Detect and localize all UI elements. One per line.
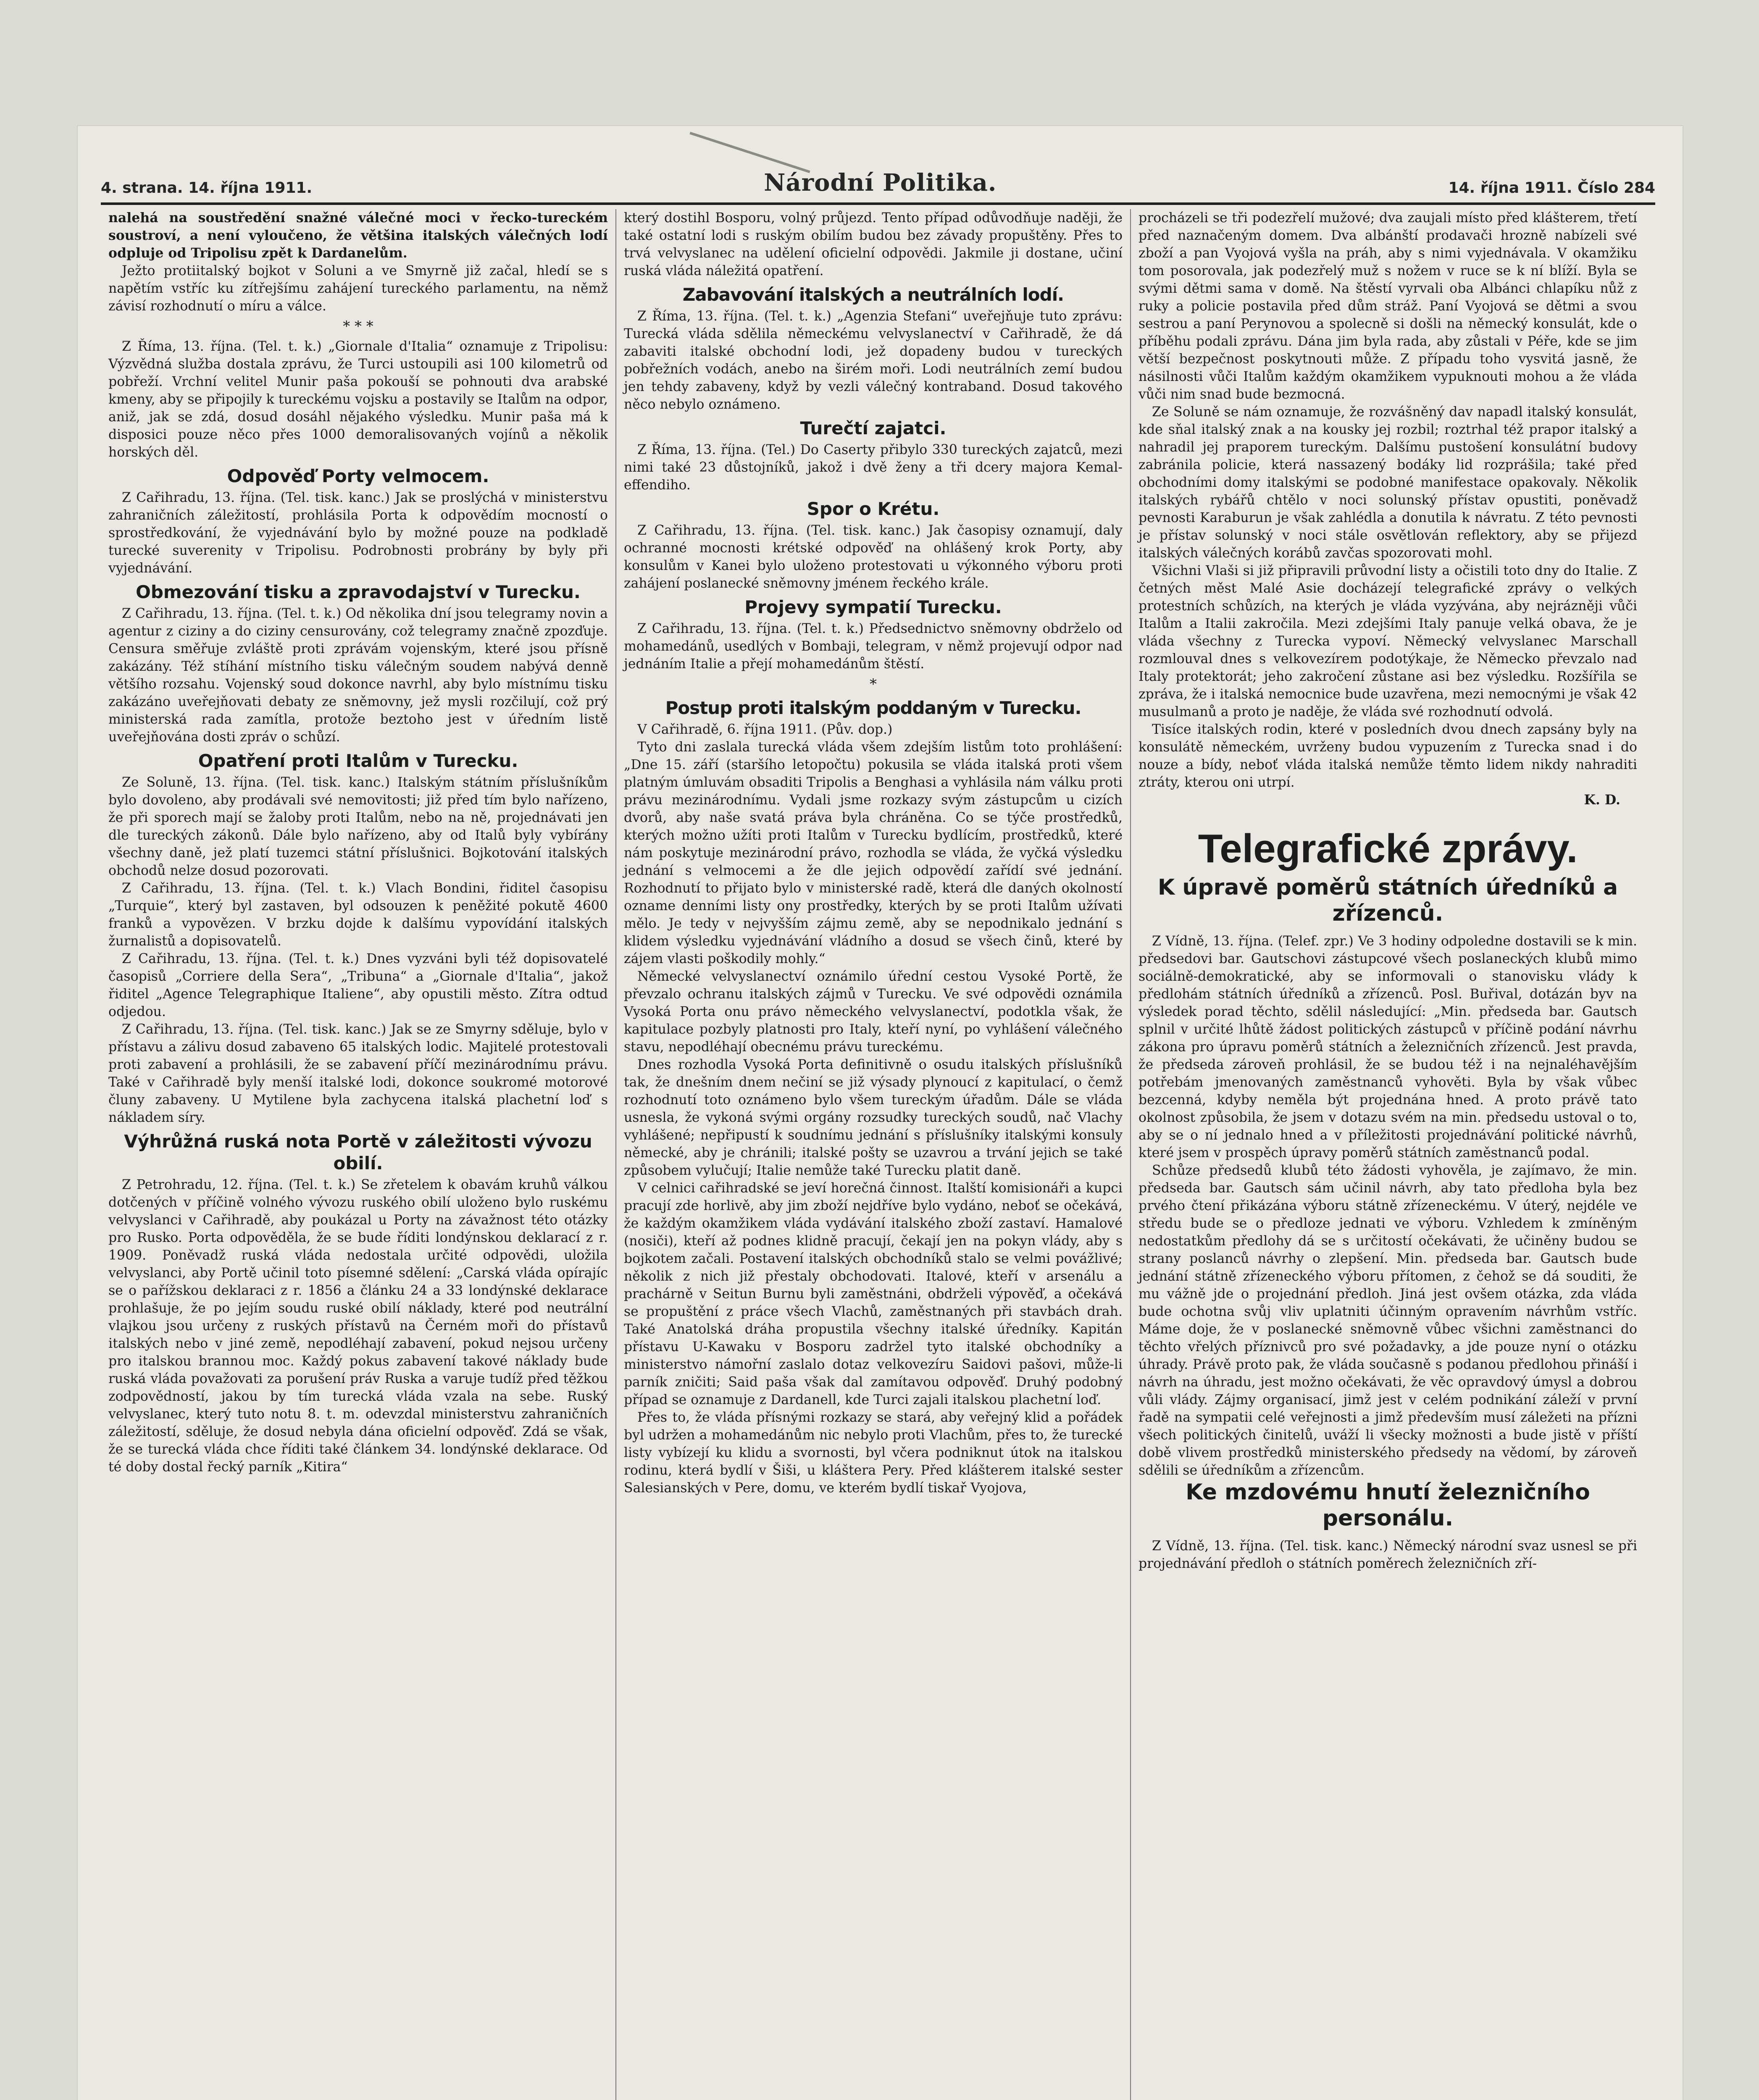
article-heading: Postup proti italským poddaným v Turecku. [665, 698, 1081, 718]
article-text: nalehá na soustředění snažné válečné moci v řecko-tureckém soustroví, a není vyloučeno, že většina italských válečných lodí odpluje od Tripolisu zpět k Dardanelům. [108, 210, 608, 261]
article-text: Z Cařihradu, 13. října. (Tel. t. k.) Vlach Bondini, řiditel časopisu „Turquie“, který byl zastaven, byl odsouzen k peněžité pokutě 4600 franků a vypovězen. V brzku dojde k dalšímu vypovídání italských žurnalistů a dopisovatelů. [108, 881, 608, 949]
article-text: Schůze předsedů klubů této žádosti vyhověla, je zajímavo, že min. předseda bar. Gautsch sám učinil návrh, aby tato předloha byla bez prvého čtení přikázána výboru státně zřízeneckému. V úterý, nejdéle ve středu bude se o předloze jednati ve výboru. Vzhledem k zmíněným nedostatkům předlohy dá se s určitostí očekávati, že učiněny budou se strany poslanců návrhy o zlepšení. Min. předseda bar. Gautsch bude jednání státně zřízeneckého výboru přítomen, z čehož se dá souditi, že mu vážně jde o projednání předloh. Jiná jest ovšem otázka, zda vláda bude ochotna svůj vliv uplatniti účinným opravením návrhům vstříc. Máme doje, že v poslanecké sněmovně vůbec všichni zaměstnanci do těchto vřelých příznivců pro své požadavky, a jde pouze nyní o otázku úhrady. Právě proto pak, že vláda současně s podanou předlohou přináší i návrh na úhradu, jest možno očekávati, že věc opravdový úmysl a dobrou vůli vlády. Zájmy organisací, jimž jest v celém podnikání záleží v první řadě na sympatii celé veřejnosti a jimž především musí záležeti na přízni všech politických činitelů, uváží li všecky možnosti a bude jistě v příští době vlivem prostředků ministerského předsedy na vědomí, by zároveň sdělili se úředníkům a zřízencům. [1138, 1163, 1637, 1478]
article-heading: Zabavování italských a neutrálních lodí. [682, 284, 1064, 305]
article-text: Z Cařihradu, 13. října. (Tel. tisk. kanc.) Jak se ze Smyrny sděluje, bylo v přístavu a zálivu dosud zabaveno 65 italských lodic. Majitelé protestovali proti zabavení a prohlásili, že se zabavení příčí mezinárodnímu právu. Také v Cařihradě byly menší italské lodi, dokonce soukromé motorové čluny zabaveny. U Mytilene byla zachycena italská plachetní loď s nákladem síry. [108, 1022, 608, 1125]
article-text: Ze Soluně se nám oznamuje, že rozvášněný dav napadl italský konsulát, kde sňal italský znak a na kousky jej rozbil; roztrhal též prapor italský a nahradil jej praporem tureckým. Dalšímu pustošení konsulátní budovy zabránila policie, která nassazený bodáky lid rozprášila; také před obchodními domy italskými se podobné manifestace opakovaly. Několik italských rybářů chtělo v noci solunský přístav opustiti, poněvadž pevnosti Karaburun je však zahlédla a donutila k návratu. Z této pevnosti je přístav solunský v noci stále osvětlován reflektory, aby se přijezd italských válečných korábů zavčas spozorovati mohl. [1138, 404, 1637, 561]
article-text: Ze Soluně, 13. října. (Tel. tisk. kanc.) Italským státním příslušníkům bylo dovoleno, aby prodávali své nemovitosti; již před tím bylo nařízeno, že při sporech mají se žaloby proti Italům, nebo na ně, projednávati jen dle tureckých zákonů. Dále bylo nařízeno, aby od Italů byly vybírány všechny daně, jež platí tuzemci státní příslušnici. Bojkotování italských obchodů nelze dosud pozorovati. [108, 775, 608, 878]
article-heading: Opatření proti Italům v Turecku. [198, 751, 518, 771]
article-heading: Projevy sympatií Turecku. [744, 597, 1002, 617]
article-text: Ježto protiitalský bojkot v Soluni a ve Smyrně již začal, hledí se s napětím vstříc ku zítřejšímu zahájení tureckého parlamentu, na němž závisí rozhodnutí o míru a válce. [108, 263, 608, 314]
article-text: který dostihl Bosporu, volný průjezd. Tento případ odůvodňuje naději, že také ostatní lodi s ruským obilím budou bez závady propuštěny. Přes to trvá velvyslanec na udělení oficielní odpovědi. Jakmile ji dostane, učiní ruská vláda náležitá opatření. [624, 210, 1123, 278]
article-text: Všichni Vlaši si již připravili průvodní listy a očistili toto dny do Italie. Z četných měst Malé Asie docházejí telegrafické zprávy o velkých protestních schůzích, na kterých je vláda vyzývána, aby nejrázněji vůči Italům a Italii zakročila. Mezi zdejšími Italy panuje velká obava, že je vláda všechny z Turecka vypoví. Německý velvyslanec Marschall rozmlouval dnes s velkovezírem podotýkaje, že Německo převzalo nad Italy protektorát; jeho zakročení zůstane asi bez výsledku. Rozšířila se zpráva, že i italská nemocnice bude uzavřena, mezi nemocnými je však 42 musulmanů a proto je naděje, že vláda své rozhodnutí odvolá. [1138, 563, 1637, 719]
article-text: Z Cařihradu, 13. října. (Tel. tisk. kanc.) Jak se proslýchá v ministerstvu zahraničních záležitostí, prohlásila Porta k odpovědím mocností o sprostředkování, že vyjednávání bylo by možné pouze na podkladě turecké suverenity v Tripolisu. Podrobnosti probrány by byly při vyjednávání. [108, 490, 608, 576]
article-text: Z Petrohradu, 12. října. (Tel. t. k.) Se zřetelem k obavám kruhů válkou dotčených v příčině volného vývozu ruského obilí uloženo bylo ruskému velvyslanci v Cařihradě, aby poukázal u Porty na závažnost této otázky pro Rusko. Porta odpověděla, že se bude říditi londýnskou deklarací z r. 1909. Poněvadž ruská vláda nedostala určité odpovědi, uložila velvyslanci, aby Portě učinil toto písemné sdělení: „Carská vláda opírajíc se o pařížskou deklaraci z r. 1856 a článku 24 a 33 londýnské deklarace prohlašuje, že po jejím soudu ruské obilí náklady, které pod neutrální vlajkou jsou určeny z ruských přístavů na Černém moři do přístavů italských nebo v jiné země, nepodléhají zabavení, pokud nejsou určeny pro italskou brannou moc. Každý pokus zabavení takové náklady bude ruská vláda považovati za porušení práv Ruska a varuje tudíž před těžkou zodpovědností, jakou by tím turecká vláda vzala na sebe. Ruský velvyslanec, který tuto notu 8. t. m. odevzdal ministerstvu zahraničních záležitostí, sděluje, že dosud nebyla dána oficielní odpověď. Zdá se však, že se turecká vláda chce říditi také článkem 34. londýnské deklarace. Od té doby dostal řecký parník „Kitira“ [108, 1177, 608, 1475]
article-heading: Odpověď Porty velmocem. [227, 466, 489, 486]
signature: K. D. [1584, 792, 1620, 808]
header-rule [101, 202, 1655, 205]
article-text: Přes to, že vláda přísnými rozkazy se stará, aby veřejný klid a pořádek byl udržen a mohamedánům nic nebylo proti Vlachům, přes to, že turecké listy vybízejí ku klidu a svornosti, byl včera podniknut útok na italskou rodinu, která bydlí v Šiši, u kláštera Pery. Před klášterem italské sester Salesianských v Pere, domu, ve kterém bydlí tiskař Vyojova, [624, 1410, 1123, 1496]
article-heading: Ke mzdovému hnutí železničního personálu. [1186, 1480, 1590, 1531]
page-header [101, 167, 1655, 197]
separator: * * * [343, 318, 373, 335]
article-text: Z Cařihradu, 13. října. (Tel. tisk. kanc.) Jak časopisy oznamují, daly ochranné mocnosti krétské odpověď na ohlášený krok Porty, aby konsulům v Kanei bylo uloženo protestovati u výkonného výboru proti zahájení poslanecké sněmovny jménem řeckého krále. [624, 523, 1123, 591]
column-2 [615, 209, 1130, 2100]
article-text: Německé velvyslanectví oznámilo úřední cestou Vysoké Portě, že převzalo ochranu italských zájmů v Turecku. Ve své odpovědi oznámila Vysoká Porta onu právo německého velvyslanectví, podotkla však, že kapitulace pozbyly platnosti pro Italy, kteří nyní, po vyhlášení válečného stavu, nepodléhají obecnému právu tureckému. [624, 969, 1123, 1055]
article-heading: Výhrůžná ruská nota Portě v záležitosti vývozu obilí. [124, 1131, 592, 1173]
article-text: Dnes rozhodla Vysoká Porta definitivně o osudu italských příslušníků tak, že dnešním dnem nečiní se již výsady plynoucí z kapitulací, o čemž rozhodnutí toto oznámeno bylo všem tureckým úřadům. Dále se vláda usnesla, že vykoná svými orgány rozsudky tureckých soudů, nač Vlachy vyhlášené; nepřipustí k soudnímu jednání s příslušníky italskými konsuly německé, aby je chránili; italské pošty se uzavrou a trvání jejich se také způsobem vylučují; Italie nemůže také Turecku platit daně. [624, 1057, 1123, 1178]
article-heading: Turečtí zajatci. [800, 418, 947, 438]
article-text: Z Vídně, 13. října. (Tel. tisk. kanc.) Německý národní svaz usnesl se při projednávání předloh o státních poměrech železničních zří- [1138, 1538, 1637, 1571]
article-text: Z Říma, 13. října. (Tel.) Do Caserty přibylo 330 tureckých zajatců, mezi nimi také 23 důstojníků, jakož i dvě ženy a tři dcery majora Kemal-effendiho. [624, 442, 1123, 493]
article-heading: Obmezování tisku a zpravodajství v Turecku. [136, 582, 581, 602]
article-text: Z Cařihradu, 13. října. (Tel. t. k.) Dnes vyzváni byli též dopisovatelé časopisů „Corriere della Sera“, „Tribuna“ a „Giornale d'Italia“, jakož řiditel „Agence Telegraphique Italiene“, aby opustili město. Zítra odtud odjedou. [108, 951, 608, 1019]
article-heading: K úpravě poměrů státních úředníků a zřízenců. [1157, 875, 1618, 926]
header-right: 14. října 1911. Číslo 284 [1448, 179, 1655, 197]
article-text: Z Cařihradu, 13. října. (Tel. t. k.) Předsednictvo sněmovny obdrželo od mohamedánů, usedlých v Bombaji, telegram, v němž projevují odpor nad jednáním Italie a přejí mohamedánům štěstí. [624, 621, 1123, 672]
article-text: Z Vídně, 13. října. (Telef. zpr.) Ve 3 hodiny odpoledne dostavili se k min. předsedovi bar. Gautschovi zástupcové všech poslaneckých klubů mimo sociálně-demokratické, aby se informovali o stanovisku vlády k předlohám státních úředníků a zřízenců. Posl. Buřival, dotázán byv na výsledek porad těchto, sdělil následující: „Min. předseda bar. Gautsch splnil v určité lhůtě žádost politických zástupců v příčině podání návrhu zákona pro úpravu poměrů státních a železničních zřízenců. Jest pravda, že předseda zároveň prohlásil, že se budou též i na nejnaléhavějším potřebám jmenovaných zaměstnanců vyhověti. Byla by však vůbec bezcenná, kdyby neměla být projednána hned. A proto právě tato okolnost způsobila, že jsem v dotazu svém na min. předsedu ustoval o to, aby se o ní jednalo hned a v příležitosti projednávání politické návrhů, které jsem v prospěch úpravy poměrů státních zaměstnanců podal. [1138, 934, 1637, 1160]
separator: * [870, 676, 877, 693]
article-text: Z Cařihradu, 13. října. (Tel. t. k.) Od několika dní jsou telegramy novin a agentur z ciziny a do ciziny censurovány, což telegramy značně zpozďuje. Censura směřuje zvláště proti zprávám vojenským, které jsou přísně zakázány. Též stíhání místního tisku válečným soudem nabývá denně většího rozsahu. Vojenský soud dokonce navrhl, aby bylo místnímu tisku zakázáno uveřejňovati debaty ze sněmovny, jež mysli rozčilují, což prý ministerská rada zamítla, protože beztoho jest v úředním listě uveřejňována dosti zpráv o schůzí. [108, 606, 608, 745]
columns [101, 209, 1655, 2100]
header-left: 4. strana. 14. října 1911. [101, 179, 313, 197]
column-3 [1130, 209, 1645, 2100]
article-text: Z Říma, 13. října. (Tel. t. k.) „Agenzia Stefani“ uveřejňuje tuto zprávu: Turecká vláda sdělila německému velvyslanectví v Cařihradě, že dá zabaviti italské obchodní lodi, jež dopadeny budou v tureckých pobřežních vodách, anebo na širém moři. Lodi neutrálních zemí budou jen tehdy zabaveny, když by vezli válečný kontraband. Dosud takového něco nebylo oznámeno. [624, 309, 1123, 412]
article-text: Tisíce italských rodin, které v posledních dvou dnech zapsány byly na konsulátě německém, uvrženy budou vypuzením z Turecka snad i do nouze a bídy, neboť vláda italská nemůže těmto lidem nikdy nahraditi ztráty, kterou oni utrpí. [1138, 722, 1637, 790]
article-text: Z Říma, 13. října. (Tel. t. k.) „Giornale d'Italia“ oznamuje z Tripolisu: Výzvědná služba dostala zprávu, že Turci ustoupili asi 100 kilometrů od pobřeží. Vrchní velitel Munir paša pokouší se pohnouti dva arabské kmeny, aby se připojily k tureckému vojsku a postavily se Italům na odpor, aniž, jak se zdá, dosud dosáhl nějakého výsledku. Munir paša má k disposici pouze něco přes 1000 demoralisovaných vojínů a několik horských děl. [108, 339, 608, 460]
article-text: procházeli se tři podezřelí mužové; dva zaujali místo před klášterem, třetí před naznačeným domem. Dva albánští prodavači hrozně nabízeli své zboží a pan Vyojová vyšla na práh, aby s nimi vyjednávala. V okamžiku tom posorovala, jak podezřelý muž s nožem v ruce se k ní blíží. Byla se svými dětmi sama v domě. Na štěstí vyrvali oba Albánci chlapíku nůž z ruky a policie postavila před dům stráž. Paní Vyojová se dětmi a svou sestrou a paní Perynovou a spolecně si došli na německý konsulát, kde o příběhu podali zprávu. Dána jim byla rada, aby zůstali v Péře, kde se jim větší bezpečnost poskytnouti může. Z případu toho vysvitá jasně, že násilnosti vůči Italům každým okamžikem vypuknouti mohou a že vláda vůči nim snad bude bezmocná. [1138, 210, 1637, 402]
masthead: Národní Politika. [764, 169, 997, 197]
section-title: Telegrafické zprávy. [1198, 826, 1578, 871]
article-text: Tyto dni zaslala turecká vláda všem zdejším listům toto prohlášení: „Dne 15. září (staršího letopočtu) pokusila se vláda italská proti všem platným úmluvám obsaditi Tripolis a Benghasi a vyhlásila nám válku proti právu mezinárodnímu. Vydali jsme rozkazy svým zástupcům u cizích dvorů, aby naše svatá práva byla chráněna. Co se týče prostředků, kterých možno užíti proti Italům v Turecku bydlícím, prostředků, které nám poskytuje mezinárodní právo, rozhodla se vláda, že vyčká výsledku jednání s velmocemi a že dle jejich odpovědí zařídí své jednání. Rozhodnutí to přijato bylo v ministerské radě, která dle daných okolností ozname denními listy ony prostředky, kterých by se proti Italům užívati mělo. Je tedy v nejvyšším zájmu země, aby se nepodnikalo jednání s klidem výsledku vyjednávání vládního a dosud se všech činů, které by zájem vlasti poškodily mohly.“ [624, 740, 1123, 966]
newspaper-page [78, 126, 1683, 2100]
article-text: V celnici cařihradské se jeví horečná činnost. Italští komisionáři a kupci pracují zde horlivě, aby jim zboží nejdříve bylo vydáno, neboť se očekává, že každým okamžikem vláda vydávání italského zboží zastaví. Hamalové (nosiči), kteří až podnes klidně pracují, čekají jen na pokyn vlády, aby s bojkotem začali. Postavení italských obchodníků stalo se velmi povážlivé; několik z nich již přestaly obchodovati. Italové, kteří v arsenálu a prachárně v Seitun Burnu byli zaměstnáni, obdrželi výpověď, a očekává se propuštění z práce všech Vlachů, zaměstnaných při stavbách drah. Také Anatolská dráha propustila všechny italské úředníky. Kapitán přístavu U-Kawaku v Bosporu zadržel tyto italské obchodníky a ministerstvo námořní zaslalo dotaz velkovezíru Saidovi pašovi, může-li parník zničiti; Said paša však dal zamítavou odpověď. Druhý podobný případ se oznamuje z Dardanell, kde Turci zajali italskou plachetní loď. [624, 1181, 1123, 1407]
article-dateline: V Cařihradě, 6. října 1911. (Pův. dop.) [637, 722, 893, 737]
column-1 [101, 209, 615, 2100]
article-heading: Spor o Krétu. [807, 499, 940, 519]
